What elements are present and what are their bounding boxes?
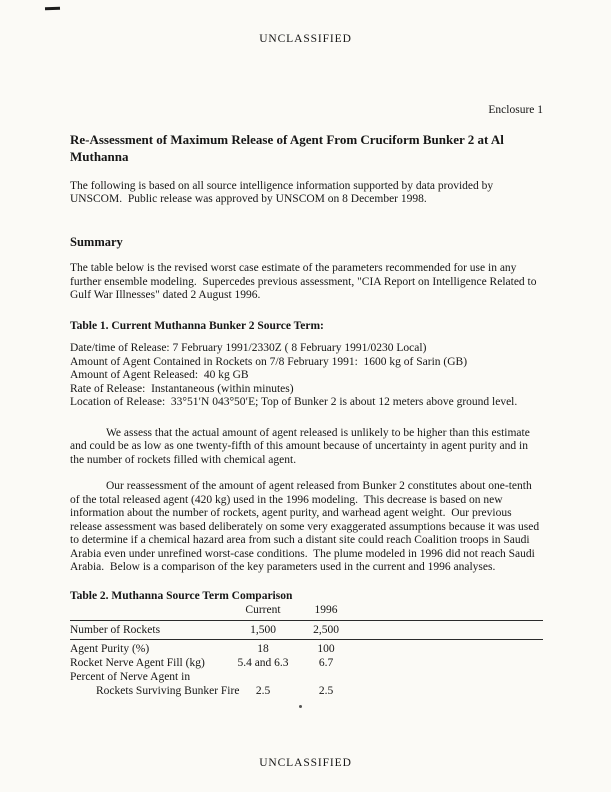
table2-header-row — [70, 603, 543, 617]
scan-artifact-dot — [299, 705, 302, 708]
table1-line-location: Location of Release: 33°51′N 043°50′E; Top of Bunker 2 is about 12 meters above ground level. — [70, 396, 518, 408]
table2-header-spacer — [70, 603, 230, 617]
table2-first-row-rule — [70, 639, 543, 640]
table2-row-label: Rocket Nerve Agent Fill (kg) — [70, 657, 205, 669]
enclosure-label: Enclosure 1 — [488, 104, 543, 116]
table2-row-filler — [356, 684, 543, 698]
table2-row-filler — [356, 656, 543, 670]
table2-row-label: Agent Purity (%) — [70, 643, 150, 655]
table2-row — [70, 670, 543, 684]
table2-cell-current: 2.5 — [255, 685, 271, 697]
table2-row-filler — [356, 623, 543, 637]
assessment-paragraph: We assess that the actual amount of agent released is unlikely to be higher than this estimate and could be as low as one twenty-fifth of this amount because of uncertainty in agent purity and in the number of rockets filled with chemical agent. — [70, 426, 533, 466]
table2-row — [70, 684, 543, 698]
summary-paragraph: The table below is the revised worst case estimate of the parameters recommended for use in any further ensemble modeling. Supercedes previous assessment, "CIA Report on Intelligence Related to Gulf War Illnesses" dated 2 August 1996. — [70, 262, 540, 301]
table2-cell-1996: 100 — [317, 643, 335, 655]
scan-artifact-dash — [45, 7, 60, 11]
table2-row — [70, 656, 543, 670]
table2-header-filler — [356, 603, 543, 617]
table2-comparison — [70, 590, 543, 699]
table1-source-term — [70, 342, 543, 410]
table2-cell-current: 18 — [257, 643, 269, 655]
table2-cell-current: 5.4 and 6.3 — [237, 657, 289, 669]
table2-row — [70, 642, 543, 656]
table2-col-current: Current — [245, 604, 281, 616]
table2-cell-current: 1,500 — [250, 624, 276, 636]
intro-paragraph: The following is based on all source intelligence information supported by data provided by UNSCOM. Public release was approved by UNSCOM on 8 December 1998. — [70, 179, 497, 205]
table1-line-rate: Rate of Release: Instantaneous (within minutes) — [70, 382, 294, 395]
table2-cell-1996: 2.5 — [318, 685, 334, 697]
document-body — [70, 104, 543, 698]
table2-row-label: Rockets Surviving Bunker Fire — [96, 685, 240, 697]
table2-cell-1996: 2,500 — [313, 624, 339, 636]
table1-line-agent-contained: Amount of Agent Contained in Rockets on 7/8 February 1991: 1600 kg of Sarin (GB) — [70, 355, 468, 368]
table2-row-filler — [356, 670, 543, 684]
classification-footer: UNCLASSIFIED — [259, 757, 352, 769]
summary-heading: Summary — [70, 234, 123, 249]
table2-row-label: Percent of Nerve Agent in — [70, 671, 191, 683]
table2-cell-current — [230, 670, 296, 684]
table2-cell-1996 — [296, 670, 356, 684]
document-title: Re-Assessment of Maximum Release of Agent From Cruciform Bunker 2 at Al Muthanna — [70, 131, 504, 164]
table2-row — [70, 623, 543, 637]
reassessment-paragraph: Our reassessment of the amount of agent released from Bunker 2 constitutes about one-tenth of the total released agent (420 kg) used in the 1996 modeling. This decrease is based on new information about the number of rockets, agent purity, and warhead agent weight. Our previous release assessment was based deliberately on some very exaggerated assumptions because it was used to determine if a chemical hazard area from such a distant site could reach Coalition troops in Saudi Arabia even under unrefined worst-case conditions. The plume modeled in 1996 did not reach Saudi Arabia. Below is a comparison of the key parameters used in the current and 1996 analyses. — [70, 480, 542, 573]
table1-heading: Table 1. Current Muthanna Bunker 2 Source Term: — [70, 319, 324, 332]
table2-cell-1996: 6.7 — [318, 657, 334, 669]
table1-line-datetime: Date/time of Release: 7 February 1991/2330Z ( 8 February 1991/0230 Local) — [70, 342, 427, 354]
table2-header-rule — [70, 620, 543, 621]
table2-row-label: Number of Rockets — [70, 624, 161, 636]
table1-line-agent-released: Amount of Agent Released: 40 kg GB — [70, 369, 249, 381]
table2-col-1996: 1996 — [314, 604, 338, 616]
classification-header: UNCLASSIFIED — [259, 33, 352, 45]
table2-heading: Table 2. Muthanna Source Term Comparison — [70, 589, 293, 602]
table2-row-filler — [356, 642, 543, 656]
